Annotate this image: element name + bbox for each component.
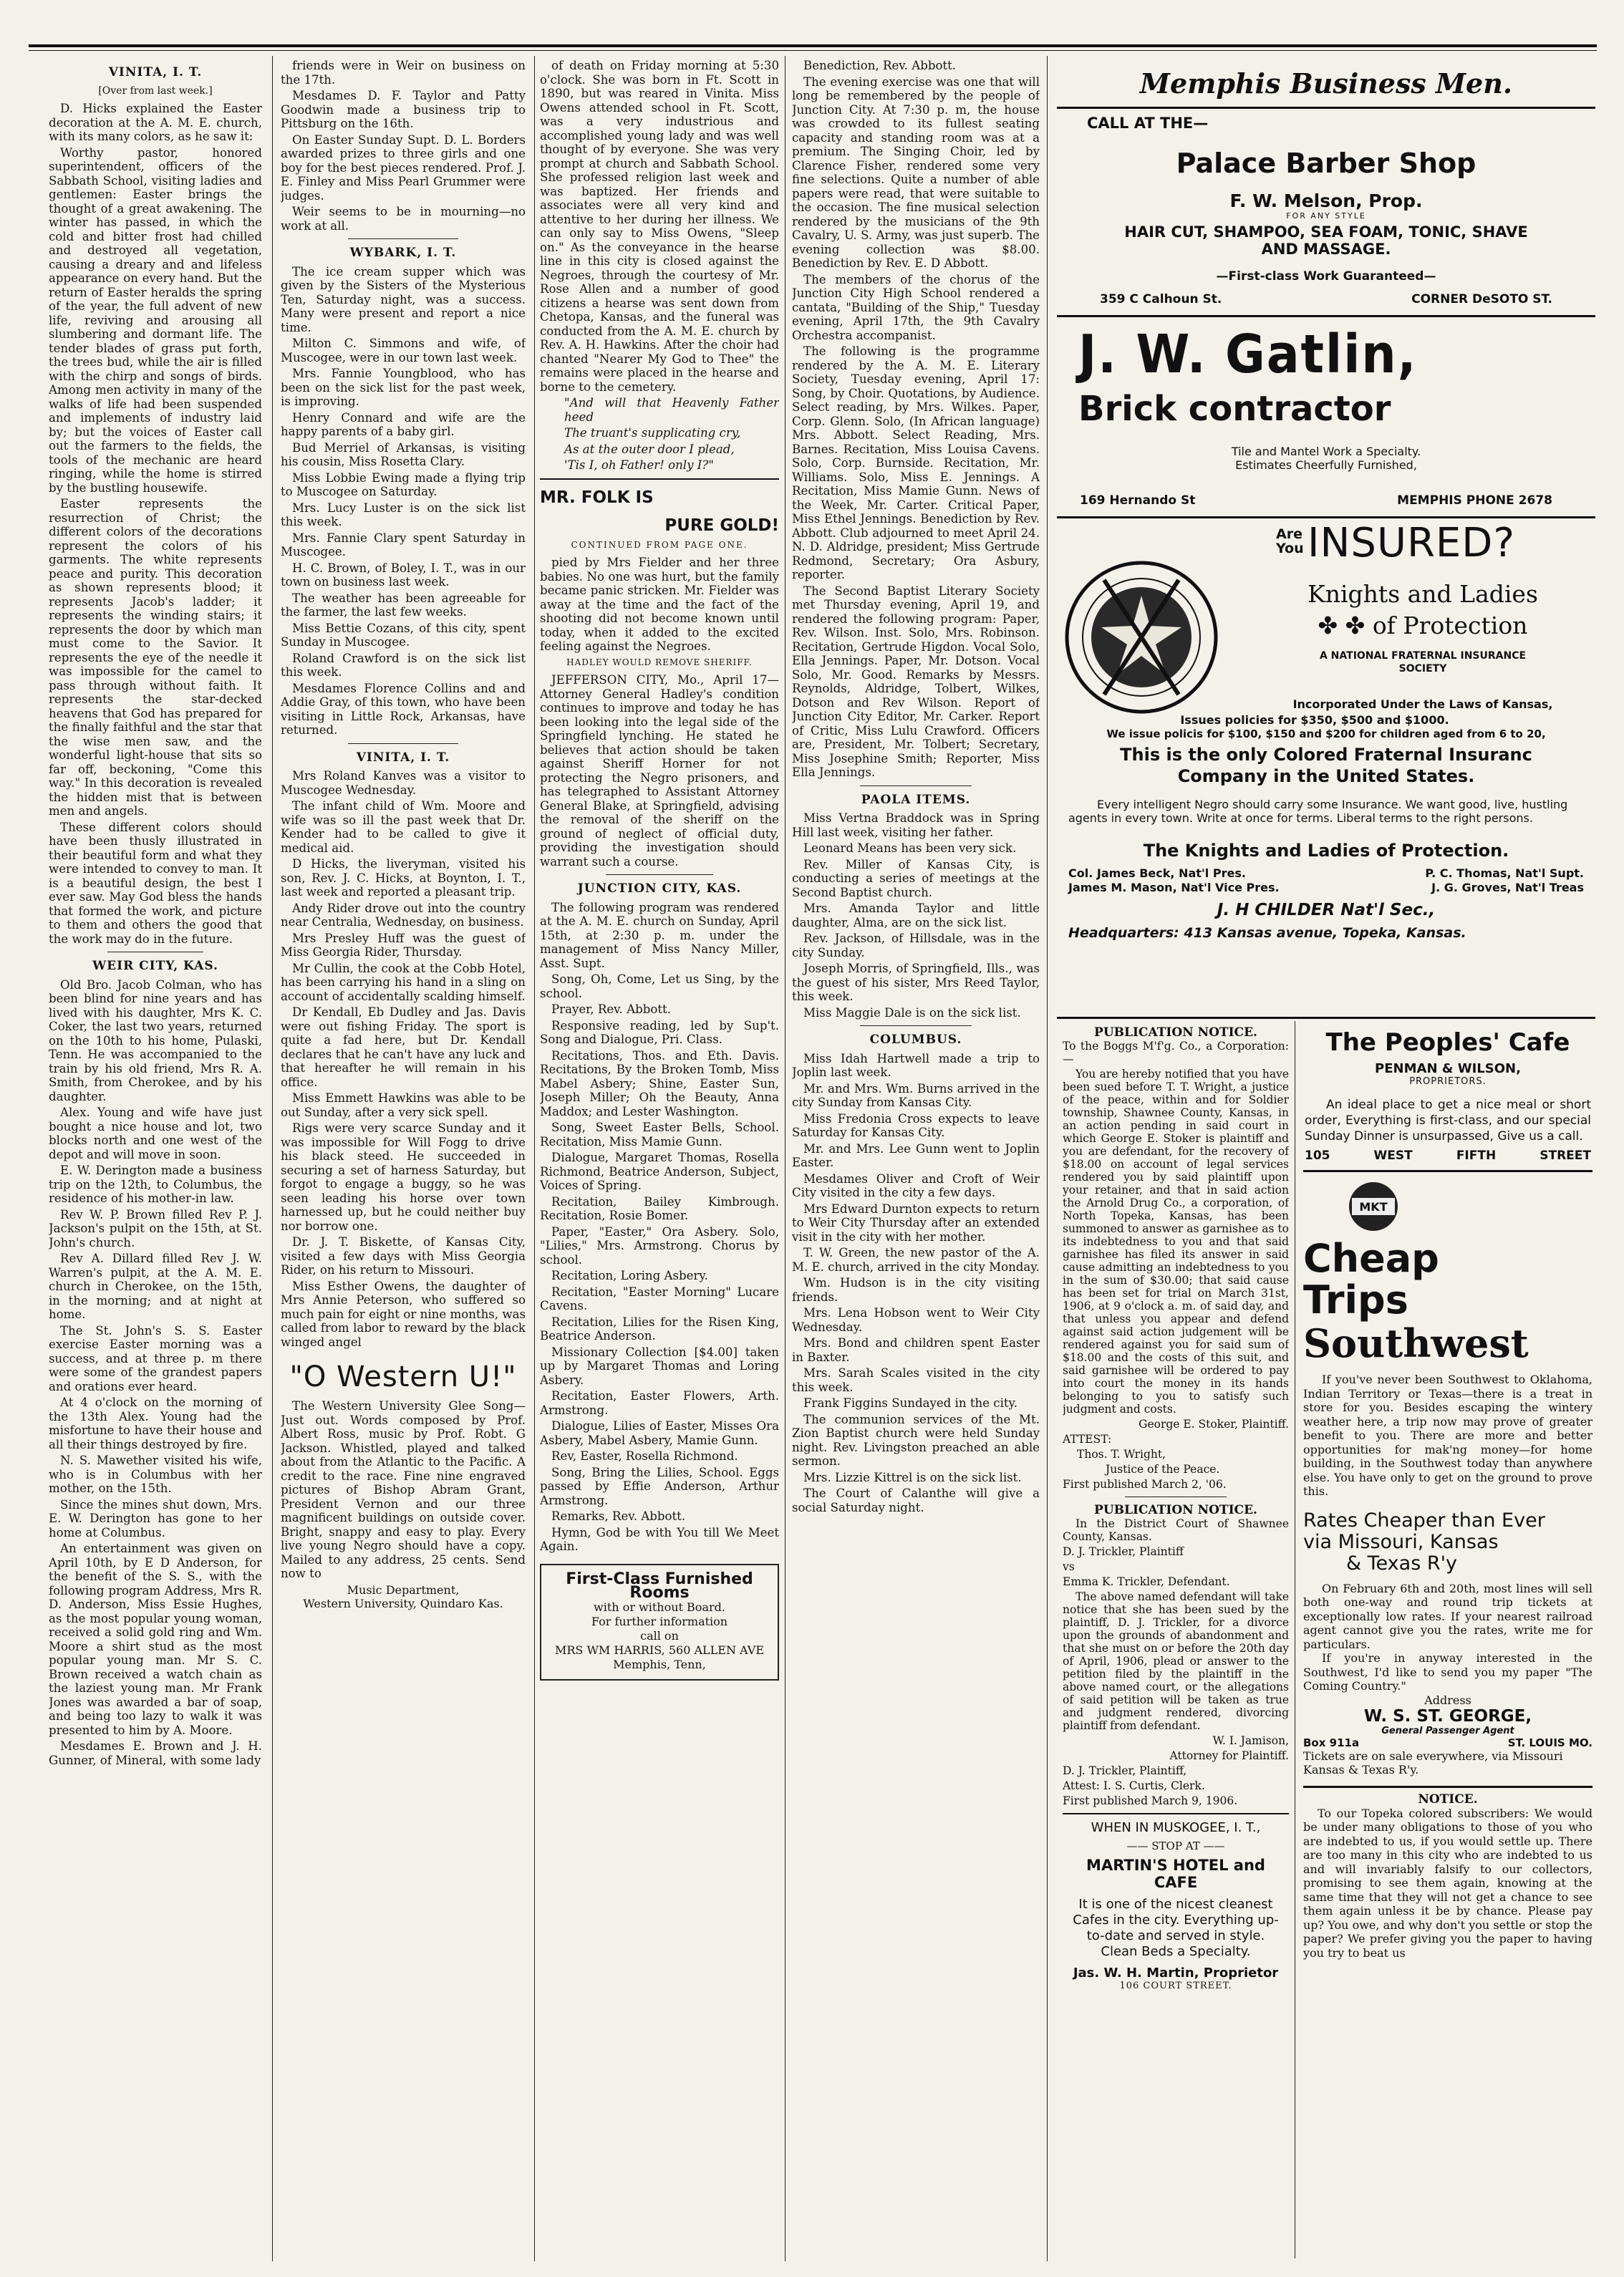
barber-services-2: AND MASSAGE. <box>1261 241 1391 258</box>
insurance-protection <box>1255 611 1591 639</box>
paragraph: The ice cream supper which was given by the Sisters of the Mysterious Ten, Saturday night, was a success. Many were present and report a nice time. <box>281 264 526 334</box>
paragraph: The St. John's S. S. Easter exercise Easter morning was a success, and at three p. m there were some of the grandest papers and orations ever heard. <box>49 1323 262 1393</box>
notice-heading: NOTICE. <box>1418 1792 1478 1807</box>
mkt-logo-text: MKT <box>1359 1200 1388 1214</box>
insurance-are: Are <box>1276 526 1302 542</box>
cafe-address <box>1305 1149 1591 1163</box>
paragraph: JEFFERSON CITY, Mo., April 17—Attorney General Hadley's condition continues to improve and today he has been looking into the legal side of the Springfield lynching. He stated he believes that action should be taken against Sheriff Horner for not protecting the Negro prisoners, and has telegraphed to Assistant Attorney General Blake, at Springfield, advising the removal of the sheriff on the ground of neglect of official duty, providing the investigation should warrant such a course. <box>540 673 779 869</box>
insurance-kl: The Knights and Ladies of Protection. <box>1143 841 1509 861</box>
pub2-vs: vs <box>1063 1560 1075 1573</box>
officer: James M. Mason, Nat'l Vice Pres. <box>1068 881 1280 894</box>
rooms-ad-title: First-Class Furnished Rooms <box>566 1570 753 1602</box>
western-u-sig-2: Western University, Quindaro Kas. <box>303 1597 503 1610</box>
wybark-story <box>281 265 526 738</box>
gatlin-address: 169 Hernando St <box>1080 493 1196 508</box>
paragraph: Recitation, Loring Asbery. <box>551 1269 708 1282</box>
paragraph: Recitation, Easter Flowers, Arth. Armstrong. <box>540 1389 779 1417</box>
divider <box>348 743 458 744</box>
paragraph: Joseph Morris, of Springfield, Ills., was the guest of his sister, Mrs Reed Taylor, this week. <box>792 962 1040 1003</box>
column-2 <box>281 59 526 2257</box>
paragraph: Rev, Easter, Rosella Richmond. <box>551 1449 738 1463</box>
paragraph: The evening exercise was one that will long be remembered by the people of Junction City. At 7:30 p. m, the house was crowded to its fullest seating capacity and standing room was at a premium. The Singing Choir, led by Clarence Fisher, rendered some very fine selections. Quite a number of able papers were read, that were suitable to the occasion. The fine musical selection rendered by the musicians of the 9th Cavalry, U. S. Army, was just superb. The evening collection was $8.00. Benediction by Rev. E. D Abbott. <box>792 74 1040 270</box>
trips-3: Southwest <box>1303 1320 1529 1366</box>
paragraph: Mesdames Oliver and Croft of Weir City visited in the city a few days. <box>792 1171 1040 1199</box>
divider <box>1057 1017 1595 1019</box>
barber-prop: F. W. Melson, Prop. <box>1229 190 1423 211</box>
trips-body: If you've never been Southwest to Oklahoma, Indian Territory or Texas—there is a treat in store for you. Besides escaping the wintery weather here, a trip now may prove of greater benefit to you. There are more and better opportunities for mak'ng money—for home building, in the Southwest today than anywhere else. You have only to get on the ground to prove this. <box>1303 1373 1592 1498</box>
folk-headline-1: MR. FOLK IS <box>540 488 654 507</box>
masthead-rule-thin <box>29 50 1597 51</box>
junction-city-program <box>540 901 779 1554</box>
paragraph: The infant child of Wm. Moore and wife was so ill the past week that Dr. Kender had to be called to give it medical aid. <box>281 799 526 855</box>
paragraph: Remarks, Rev. Abbott. <box>551 1509 686 1523</box>
cafe-owners: PENMAN & WILSON, <box>1375 1061 1521 1076</box>
paragraph: Mrs. Fannie Clary spent Saturday in Muscogee. <box>281 531 526 559</box>
insurance-only-2: Company in the United States. <box>1177 766 1475 786</box>
insurance-you: You <box>1276 541 1304 556</box>
barber-corner: CORNER DeSOTO ST. <box>1411 292 1552 306</box>
gatlin-name: J. W. Gatlin, <box>1078 324 1418 385</box>
pub2-attorney-title: Attorney for Plaintiff. <box>1169 1749 1289 1762</box>
paragraph: Prayer, Rev. Abbott. <box>551 1002 671 1016</box>
trips-1: Cheap <box>1303 1236 1439 1281</box>
column-4 <box>792 59 1040 2257</box>
paragraph: Dialogue, Lilies of Easter, Misses Ora Asbery, Mabel Asbery, Mamie Gunn. <box>540 1419 779 1447</box>
western-u-headline: "O Western U!" <box>289 1360 517 1393</box>
muskogee-body: It is one of the nicest cleanest Cafes in the city. Everything up-to-date and served in style. Clean Beds a Specialty. <box>1073 1897 1279 1959</box>
pub-heading: PUBLICATION NOTICE. <box>1094 1025 1257 1040</box>
pub2-plaintiff-sig: D. J. Trickler, Plaintiff, <box>1063 1764 1187 1777</box>
rates-box-row <box>1303 1736 1592 1749</box>
muskogee-proprietor: Jas. W. H. Martin, Proprietor <box>1073 1966 1279 1981</box>
paragraph: Alex. Young and wife have just bought a nice house and lot, two blocks north and one west of the depot and will move in soon. <box>49 1106 262 1161</box>
heading-note: [Over from last week.] <box>98 84 213 97</box>
gatlin-address-row <box>1080 493 1552 508</box>
paragraph: Benediction, Rev. Abbott. <box>803 59 957 72</box>
insurance-society: SOCIETY <box>1398 663 1447 675</box>
paragraph: Old Bro. Jacob Colman, who has been blind for nine years and has lived with his daughter, Mrs K. C. Coker, the last two years, returned on the 10th to his home, Pulaski, Tenn. He was accompanied to the train by his old friend, Mrs R. A. Smith, from Cherokee, and by his daughter. <box>49 977 262 1103</box>
western-u-sig-1: Music Department, <box>347 1582 460 1597</box>
heading-paola: PAOLA ITEMS. <box>861 792 971 807</box>
paragraph: D Hicks, the liveryman, visited his son, Rev. J. C. Hicks, at Boynton, I. T., last week and reported a pleasant trip. <box>281 857 526 899</box>
insurance-children: We issue policis for $100, $150 and $200 for children aged from 6 to 20, <box>1106 727 1546 740</box>
divider <box>540 478 779 480</box>
officer: J. G. Groves, Nat'l Treas <box>1431 881 1584 894</box>
memphis-header: Memphis Business Men. <box>1139 67 1513 100</box>
fleuron-icon: ✤ ✤ <box>1318 611 1373 639</box>
divider <box>1063 1813 1289 1814</box>
column-rule <box>272 56 273 2261</box>
weir-city-story <box>49 978 262 1768</box>
paragraph: Mrs. Bond and children spent Easter in Baxter. <box>792 1336 1040 1364</box>
rates-box: Box 911a <box>1303 1736 1360 1749</box>
heading-weir-city: WEIR CITY, KAS. <box>92 959 218 973</box>
paragraph: Mr. and Mrs. Wm. Burns arrived in the city Sunday from Kansas City. <box>792 1081 1040 1109</box>
column-rule <box>785 56 786 2261</box>
divider <box>348 238 458 239</box>
ads-top <box>1057 57 1595 1017</box>
barber-style: FOR ANY STYLE <box>1286 211 1366 221</box>
continued-note: CONTINUED FROM PAGE ONE. <box>571 539 748 550</box>
gatlin-trade: Brick contractor <box>1078 389 1391 429</box>
paragraph: Miss Vertna Braddock was in Spring Hill last week, visiting her father. <box>792 811 1040 839</box>
paragraph: On Easter Sunday Supt. D. L. Borders awarded prizes to three girls and one boy for the best pieces rendered. Prof. J. E. Finley and Miss Pearl Grummer were judges. <box>281 132 526 203</box>
heading-wybark: WYBARK, I. T. <box>349 246 457 260</box>
paragraph: The Court of Calanthe will give a social Saturday night. <box>792 1486 1040 1514</box>
paragraph: Mrs. Lucy Luster is on the sick list this week. <box>281 501 526 528</box>
pub-to: To the Boggs M'f'g. Co., a Corporation:— <box>1063 1040 1289 1065</box>
paragraph: "And will that Heavenly Father heed <box>564 396 779 424</box>
paragraph: These different colors should have been thusly illustrated in their beautiful form and what they were intended to convey to man. It is a beautiful design, the best I ever saw. May God bless the hands that formed the work, and picture to them and others the good that the work may do in the future. <box>49 820 262 946</box>
cafe-address-part: STREET <box>1540 1149 1591 1163</box>
paragraph: H. C. Brown, of Boley, I. T., was in our town on business last week. <box>281 561 526 589</box>
rates-title: General Passenger Agent <box>1381 1725 1514 1736</box>
paragraph: Dialogue, Margaret Thomas, Rosella Richmond, Beatrice Anderson, Subject, Voices of Spring. <box>540 1151 779 1192</box>
paragraph: Wm. Hudson is in the city visiting friends. <box>792 1276 1040 1304</box>
paragraph: Mrs Edward Durnton expects to return to Weir City Thursday after an extended visit in the city with her mother. <box>792 1202 1040 1244</box>
muskogee-address: 106 COURT STREET. <box>1119 1981 1232 1991</box>
pub-body: You are hereby notified that you have been sued before T. T. Wright, a justice of the peace, within and for Soldier township, Shawnee County, Kansas, in an action pending in said court in which George E. Stoker is plaintiff and you are defendant, for the recovery of $18.00 on account of legal services rendered you by said plaintiff upon your retainer, and that in said action the Arnold Drug Co., a corporation, of North Topeka, Kansas, has been summoned to answer as garnishee as to its indebtedness to you and that said garnishee has filed its answer in said cause admitting an indebtedness to you in the sum of $30.00; that said cause has been set for trial on March 31st, 1906, at 9 o'clock a. m. of said day, and that unless you appear and defend against said action judgement will be rendered against you for said sum of $18.00 and the costs of this suit, and said garnishee will be ordered to pay into court the money in its hands belonging to you to satisfy such judgment and costs. <box>1063 1068 1289 1416</box>
pub2-attorney: W. I. Jamison, <box>1212 1734 1289 1747</box>
paragraph: Recitation, Lilies for the Risen King, Beatrice Anderson. <box>540 1315 779 1343</box>
junction-city-continued <box>792 59 1040 780</box>
western-u-ad <box>281 1399 526 1581</box>
insurance-paragraph: Every intelligent Negro should carry some Insurance. We want good, live, hustling agents in every town. Write at once for terms. Liberal terms to the right persons. <box>1068 798 1568 825</box>
owens-obituary <box>540 59 779 394</box>
paragraph: The weather has been agreeable for the farmer, the last few weeks. <box>281 591 526 619</box>
pub2-heading: PUBLICATION NOTICE. <box>1094 1503 1257 1517</box>
rates-2: via Missouri, Kansas <box>1303 1530 1499 1553</box>
poem <box>540 396 779 473</box>
rooms-ad-line: For further information <box>591 1614 728 1628</box>
paragraph: Rev. Miller of Kansas City, is conducting a series of meetings at the Second Baptist church. <box>792 857 1040 899</box>
divider <box>1303 1786 1592 1788</box>
paragraph: An entertainment was given on April 10th, by E D Anderson, for the benefit of the S. S., with the following program Address, Mrs R. D. Anderson, Miss Essie Hughes, as the most popular young woman, received a solid gold ring and Wm. Moore a shirt stud as the most popular young man. Mr S. C. Brown received a watch chain as the laziest young man. Mr Frank Jones was awarded a bar of soap, and being too lazy to walk it was presented to him by A. Moore. <box>49 1542 262 1737</box>
muskogee-stop: —— STOP AT —— <box>1126 1840 1225 1852</box>
paragraph: The Western University Glee Song—Just out. Words composed by Prof. Albert Ross, music by Prof. Robt. G Jackson. Whistled, played and talked about from the Atlantic to the Pacific. A credit to the race. Fine nine engraved pictures of Bishop Abram Grant, President Vernon and our three magnificent buildings on outside cover. Bright, snappy and easy to play. Every live young Negro should have a copy. Mailed to any address, 25 cents. Send now to <box>281 1399 526 1580</box>
muskogee-hotel: MARTIN'S HOTEL and CAFE <box>1086 1857 1265 1891</box>
paragraph: Worthy pastor, honored superintendent, officers of the Sabbath School, visiting ladies and gentlemen: Easter brings the thought of a great awakening. The winter has passed, in which the cold and bitter frost had chilled and destroyed all vegetation, causing a dreary and and lifeless appearance on every hand. But the return of Easter heralds the spring of the year, the full advent of new life, reviving and arousing all slumbering and dormant life. The tender blades of grass put forth, the trees bud, while the air is filled with the chirp and songs of birds. Among men activity in many of the walks of life had been suspended and implements of industry laid by; but the voices of Easter call out the farmers to the fields, the tools of the mechanic are heard ringing, while the home is stirred by the bustling housewife. <box>49 145 262 495</box>
rooms-ad-line: with or without Board. <box>594 1600 725 1614</box>
folk-headline-2: PURE GOLD! <box>664 516 779 535</box>
paragraph: Mrs. Fannie Youngblood, who has been on the sick list for the past week, is improving. <box>281 367 526 408</box>
divider <box>860 785 972 786</box>
paragraph: 'Tis I, oh Father! only I?" <box>564 458 714 472</box>
hadley-story <box>540 673 779 869</box>
paragraph: pied by Mrs Fielder and her three babies. No one was hurt, but the family became panic stricken. Mr. Fielder was away at the time and the fact of the shooting did not become known until today, when it added to the excited feeling against the Negroes. <box>540 556 779 653</box>
divider <box>606 874 713 875</box>
rates-3: & Texas R'y <box>1346 1552 1458 1575</box>
divider <box>1057 516 1595 518</box>
paragraph: Since the mines shut down, Mrs. E. W. Derington has gone to her home at Columbus. <box>49 1497 262 1539</box>
column-3 <box>540 59 779 2257</box>
paragraph: Recitation, Bailey Kimbrough. Recitation, Rosie Bomer. <box>540 1194 779 1222</box>
barber-call: CALL AT THE— <box>1087 115 1209 132</box>
insurance-national: A NATIONAL FRATERNAL INSURANCE <box>1319 650 1527 662</box>
divider <box>1057 107 1595 109</box>
paragraph: Frank Figgins Sundayed in the city. <box>803 1396 1018 1410</box>
column-1 <box>49 59 262 2257</box>
paragraph: Miss Bettie Cozans, of this city, spent Sunday in Muscogee. <box>281 621 526 649</box>
insurance-officers-1 <box>1068 866 1584 880</box>
gatlin-line-2: Estimates Cheerfully Furnished, <box>1235 458 1417 472</box>
gatlin-line-1: Tile and Mantel Work a Specialty. <box>1231 445 1421 458</box>
rates-name: W. S. ST. GEORGE, <box>1363 1706 1532 1726</box>
barber-guarantee: —First-class Work Guaranteed— <box>1216 269 1436 284</box>
paragraph: of death on Friday morning at 5:30 o'clock. She was born in Ft. Scott in 1890, but was reared in Vinita. Miss Owens attended school in Ft. Scott, was a very industrious and accomplished young lady and was well thought of by everyone. She was very prompt at church and Sabbath School. She professed religion last week and was baptized. Her friends and associates were all very kind and attentive to her during her illness. We can only say to Miss Owens, "Sleep on." As the conveyance in the hearse line in this city is closed against the Negroes, through the courtesy of Mr. Rose Allen and a number of good citizens a hearse was sent down from Chetopa, Kansas, and the funeral was conducted from the A. M. E. church by Rev. A. H. Hawkins. After the choir had chanted "Nearer My God to Thee" the remains were placed in the hearse and borne to the cemetery. <box>540 59 779 394</box>
paragraph: Dr. J. T. Biskette, of Kansas City, visited a few days with Miss Georgia Rider, on his return to Missouri. <box>281 1235 526 1277</box>
pub-justice-title: Justice of the Peace. <box>1106 1463 1220 1476</box>
cafe-address-part: 105 <box>1305 1149 1330 1163</box>
paragraph: friends were in Weir on business on the 17th. <box>281 59 526 87</box>
paragraph: Rev A. Dillard filled Rev J. W. Warren's pulpit, at the A. M. E. church in Cherokee, on the 15th, in the morning; and at night at home. <box>49 1252 262 1321</box>
barber-address: 359 C Calhoun St. <box>1100 292 1222 306</box>
paragraph: Miss Lobbie Ewing made a flying trip to Muscogee on Saturday. <box>281 470 526 498</box>
weir-city-continued <box>281 59 526 233</box>
insurance-knights: Knights and Ladies <box>1308 580 1538 608</box>
masthead-rule <box>29 44 1597 47</box>
insurance-policies: Issues policies for $350, $500 and $1000. <box>1180 713 1449 727</box>
paragraph: Dr Kendall, Eb Dudley and Jas. Davis were out fishing Friday. The sport is quite a fad here, but Dr. Kendall declares that he can't have any luck and that hereafter he will remain in his office. <box>281 1005 526 1089</box>
column-rule <box>534 56 535 2261</box>
notices-column <box>1063 1025 1289 2257</box>
paragraph: The Second Baptist Literary Society met Thursday evening, April 19, and rendered the following program: Paper, Rev. Wilson. Inst. Solo, Mrs. Robinson. Recitation, Gertrude Higdon. Vocal Solo, Ella Jennings. Paper, Mr. Dotson. Vocal Solo, Mr. Good. Remarks by Messrs. Reynolds, Aldridge, Tolbert, Wilkes, Dotson and Rev Wilson. Report of Junction City Editor, Mr. Carker. Report of Critic, Miss Lulu Crawford. Officers are, President, Mr. Tolbert; Secretary, Miss Josephine Smith; Reporter, Miss Ella Jennings. <box>792 584 1040 779</box>
vinita-story <box>49 102 262 946</box>
divider <box>1057 315 1595 317</box>
paragraph: N. S. Mawether visited his wife, who is in Columbus with her mother, on the 15th. <box>49 1454 262 1495</box>
paragraph: Mesdames Florence Collins and and Addie Gray, of this town, who have been visiting in Little Rock, Arkansas, have returned. <box>281 681 526 737</box>
insurance-only-1: This is the only Colored Fraternal Insuranc <box>1120 745 1532 765</box>
rates-city: ST. LOUIS MO. <box>1507 1736 1592 1749</box>
paragraph: Mrs. Lena Hobson went to Weir City Wednesday. <box>792 1306 1040 1334</box>
paragraph: Miss Esther Owens, the daughter of Mrs Annie Peterson, who suffered so much pain for eight or nine months, was called from labor to reward by the black winged angel <box>281 1279 526 1349</box>
rates-body-2: If you're in anyway interested in the Southwest, I'd like to send you my paper "The Coming Country." <box>1303 1651 1592 1693</box>
barber-address-row <box>1100 292 1552 306</box>
paragraph: Song, Bring the Lilies, School. Eggs passed by Effie Anderson, Arthur Armstrong. <box>540 1465 779 1507</box>
paragraph: Recitations, Thos. and Eth. Davis. Recitations, By the Broken Tomb, Miss Mabel Asbery; Shine, Easter Sun, Joseph Miller; Oh the Beauty, Anna Maddox; and Lester Washington. <box>540 1048 779 1118</box>
officer: Col. James Beck, Nat'l Pres. <box>1068 866 1246 880</box>
right-ads-column <box>1303 1025 1592 2257</box>
pub2-defendant: Emma K. Trickler, Defendant. <box>1063 1575 1230 1588</box>
paragraph: Milton C. Simmons and wife, of Muscogee, were in our town last week. <box>281 337 526 364</box>
paragraph: Responsive reading, led by Sup't. Song and Dialogue, Pri. Class. <box>540 1018 779 1046</box>
muskogee-heading: WHEN IN MUSKOGEE, I. T., <box>1091 1820 1261 1835</box>
paragraph: The members of the chorus of the Junction City High School rendered a cantata, "Building of the Ship," Tuesday evening, April 17th, the 9th Cavalry Orchestra accompanist. <box>792 272 1040 342</box>
rooms-ad-address: MRS WM HARRIS, 560 ALLEN AVE <box>554 1643 765 1657</box>
paragraph: At 4 o'clock on the morning of the 13th Alex. Young had the misfortune to have their house and all their things destroyed by fire. <box>49 1396 262 1451</box>
officer: P. C. Thomas, Nat'l Supt. <box>1425 866 1584 880</box>
paragraph: Rigs were very scarce Sunday and it was impossible for Will Fogg to drive his black steed. He succeeded in securing a set of harness Saturday, but forgot to engage a buggy, so he was seen leading his horse over town harnessed up, but he could neither buy nor borrow one. <box>281 1121 526 1233</box>
insurance-headline: INSURED? <box>1308 520 1516 566</box>
pub2-body: The above named defendant will take notice that she has been sued by the plaintiff, D. J. Trickler, for a divorce upon the grounds of abandonment and that she must on or before the 20th day of April, 1906, plead or answer to the petition filed by the plaintiff in the above named court, or the allegations of said petition will be taken as true and judgment rendered, divorcing plaintiff from defendant. <box>1063 1590 1289 1732</box>
paragraph: The truant's supplicating cry, <box>564 426 741 440</box>
insurance-officers-2 <box>1068 881 1584 894</box>
paragraph: Mr. and Mrs. Lee Gunn went to Joplin Easter. <box>792 1141 1040 1169</box>
paragraph: Rev. Jackson, of Hillsdale, was in the city Sunday. <box>792 932 1040 959</box>
trips-2: Trips <box>1303 1277 1408 1323</box>
paragraph: Mr Cullin, the cook at the Cobb Hotel, has been carrying his hand in a sling on account of accidentally scalding himself. <box>281 961 526 1003</box>
paragraph: Mesdames E. Brown and J. H. Gunner, of Mineral, with some lady <box>49 1739 262 1767</box>
pub-attest: ATTEST: <box>1063 1433 1112 1446</box>
paragraph: Mrs Presley Huff was the guest of Miss Georgia Rider, Thursday. <box>281 931 526 959</box>
paragraph: Missionary Collection [$4.00] taken up by Margaret Thomas and Loring Asbery. <box>540 1345 779 1387</box>
paragraph: E. W. Derington made a business trip on the 12th, to Columbus, the residence of his mother-in law. <box>49 1164 262 1205</box>
cafe-address-part: WEST <box>1373 1149 1413 1163</box>
paragraph: The communion services of the Mt. Zion Baptist church were held Sunday night. Rev. Livingston preached an able sermon. <box>792 1412 1040 1468</box>
paragraph: Paper, "Easter," Ora Asbery. Solo, "Lilies," Mrs. Armstrong. Chorus by school. <box>540 1224 779 1267</box>
paragraph: Roland Crawford is on the sick list this week. <box>281 651 526 679</box>
paola-items <box>792 811 1040 1020</box>
paragraph: Weir seems to be in mourning—no work at all. <box>281 205 526 233</box>
insurance-protection-text: of Protection <box>1372 611 1528 639</box>
paragraph: Leonard Means has been very sick. <box>803 841 1017 855</box>
pub-first: First published March 2, '06. <box>1063 1478 1227 1491</box>
rates-sale: Tickets are on sale everywhere, via Missouri Kansas & Texas R'y. <box>1303 1749 1563 1776</box>
notice-body: To our Topeka colored subscribers: We would be under many obligations to those of you who are indebted to us, if you would settle up. There are too many in this city who are indebted to us and will invariably falsify to our collectors, promising to see them again, knowing at the same time that they will not get a chance to see them again unless it be by chance. Please pay up? You owe, and why don't you settle or stop the paper? We prefer giving you the paper to having you try to beat us <box>1303 1806 1592 1960</box>
paragraph: Rev W. P. Brown filled Rev P. J. Jackson's pulpit on the 15th, at St. John's church. <box>49 1207 262 1249</box>
cafe-address-part: FIFTH <box>1456 1149 1497 1163</box>
column-rule <box>1047 56 1048 2261</box>
pub-signature: George E. Stoker, Plaintiff. <box>1139 1418 1289 1431</box>
heading-junction-city: JUNCTION CITY, KAS. <box>577 881 742 896</box>
paragraph: Song, Oh, Come, Let us Sing, by the school. <box>540 972 779 1000</box>
divider <box>860 1025 972 1026</box>
paragraph: The following program was rendered at the A. M. E. church on Sunday, April 15th, at 2:30 p. m. under the management of Miss Nancy Miller, Asst. Supt. <box>540 900 779 970</box>
paragraph: Mrs. Sarah Scales visited in the city this week. <box>792 1366 1040 1394</box>
heading-vinita-2: VINITA, I. T. <box>356 750 450 765</box>
folk-story <box>540 556 779 654</box>
paragraph: The following is the programme rendered by the A. M. E. Literary Society, Tuesday evening, April 17: Song, by Choir. Quotations, by Audience. Select reading, by Mrs. Wilkes. Paper, Corp. Glenn. Solo, (In African language) Mrs. Abbott. Select Reading, Mrs. Barnes. Recitation, Miss Louisa Cavens. Solo, Corp. Burnside. Recitation, Mr. Williams. Solo, Miss E. Jennings. A Recitation, Miss Mamie Gunn. News of the Week, Mr. Carter. Critical Paper, Miss Ethel Jennings. Benediction by Rev. Abbott. Club adjourned to meet April 24. N. D. Aldridge, president; Miss Gertrude Redmond, Secretary; Ora Asbury, reporter. <box>792 344 1040 581</box>
paragraph: Bud Merriel of Arkansas, is visiting his cousin, Miss Rosetta Clary. <box>281 440 526 468</box>
paragraph: T. W. Green, the new pastor of the A. M. E. church, arrived in the city Monday. <box>792 1246 1040 1274</box>
paragraph: Hymn, God be with You till We Meet Again. <box>540 1525 779 1553</box>
columbus-items <box>792 1052 1040 1515</box>
pub2-plaintiff: D. J. Trickler, Plaintiff <box>1063 1545 1184 1558</box>
barber-name: Palace Barber Shop <box>1176 148 1476 179</box>
insurance-ad <box>1057 520 1595 974</box>
insurance-secretary: J. H CHILDER Nat'l Sec., <box>1217 901 1436 919</box>
paragraph: Miss Maggie Dale is on the sick list. <box>803 1005 1021 1020</box>
paragraph: Mrs Roland Kanves was a visitor to Muscogee Wednesday. <box>281 769 526 797</box>
rooms-ad-line: call on <box>640 1628 679 1643</box>
mkt-logo-icon <box>1348 1181 1399 1232</box>
heading-columbus: COLUMBUS. <box>869 1033 962 1047</box>
barber-services: HAIR CUT, SHAMPOO, SEA FOAM, TONIC, SHAVE <box>1124 223 1528 241</box>
vinita-story-2 <box>281 769 526 1349</box>
rates-1: Rates Cheaper than Ever <box>1303 1509 1545 1532</box>
cafe-proprietors: PROPRIETORS. <box>1409 1076 1487 1087</box>
rooms-ad <box>540 1564 779 1681</box>
paragraph: Andy Rider drove out into the country near Centralia, Wednesday, on business. <box>281 901 526 929</box>
rates-address-label: Address <box>1424 1693 1471 1707</box>
rates-body: On February 6th and 20th, most lines will sell both one-way and round trip tickets at exceptionally low rates. If your nearest railroad agent cannot give you the rates, write me for particulars. <box>1303 1581 1592 1651</box>
divider <box>1303 1170 1592 1172</box>
paragraph: Miss Fredonia Cross expects to leave Saturday for Kansas City. <box>792 1111 1040 1139</box>
mkt-emblem-icon <box>1348 1181 1399 1232</box>
paragraph: Song, Sweet Easter Bells, School. Recitation, Miss Mamie Gunn. <box>540 1121 779 1149</box>
paragraph: Miss Idah Hartwell made a trip to Joplin last week. <box>792 1051 1040 1079</box>
heading-vinita: VINITA, I. T. <box>108 65 203 79</box>
gatlin-phone: MEMPHIS PHONE 2678 <box>1397 493 1552 508</box>
paragraph: Henry Connard and wife are the happy parents of a baby girl. <box>281 410 526 438</box>
pub2-court: In the District Court of Shawnee County, Kansas. <box>1063 1517 1289 1543</box>
paragraph: Easter represents the resurrection of Christ; the different colors of the decorations represent the colors of his garments. The white represents peace and purity. This decoration as shown represents blood; it represents Jacob's ladder; it represents the winding stairs; it represents the door by which man must come to the Savior. It represents the eye of the needle it was impossible for the camel to pass through without faith. It represents the star-decked heavens that God has prepared for the finally faithful and the star that the wise men saw, and the wonderful light-house that sits so far off, beckoning, "Come this way." In this decoration is revealed the hidden mist that is between men and angels. <box>49 497 262 818</box>
pub-justice: Thos. T. Wright, <box>1077 1448 1166 1461</box>
pub2-first: First published March 9, 1906. <box>1063 1794 1238 1807</box>
paragraph: D. Hicks explained the Easter decoration at the A. M. E. church, with its many colors, as he saw it: <box>49 102 262 143</box>
hadley-subhead: HADLEY WOULD REMOVE SHERIFF. <box>566 657 753 667</box>
paragraph: Mrs. Amanda Taylor and little daughter, Alma, are on the sick list. <box>792 901 1040 929</box>
insurance-incorporated: Incorporated Under the Laws of Kansas, <box>1292 697 1553 711</box>
paragraph: Mesdames D. F. Taylor and Patty Goodwin made a business trip to Pittsburg on the 16th. <box>281 89 526 130</box>
cafe-body: An ideal place to get a nice meal or short order, Everything is first-class, and our special Sunday Dinner is unsurpassed, Give us a call. <box>1305 1098 1591 1144</box>
paragraph: As at the outer door I plead, <box>564 442 735 456</box>
knights-emblem-icon <box>1061 551 1222 723</box>
pub2-attest: Attest: I. S. Curtis, Clerk. <box>1063 1779 1205 1792</box>
rooms-ad-city: Memphis, Tenn, <box>613 1657 706 1671</box>
paragraph: Recitation, "Easter Morning" Lucare Cavens. <box>540 1285 779 1312</box>
paragraph: Miss Emmett Hawkins was able to be out Sunday, after a very sick spell. <box>281 1091 526 1119</box>
cafe-heading: The Peoples' Cafe <box>1325 1028 1570 1057</box>
insurance-hq: Headquarters: 413 Kansas avenue, Topeka, Kansas. <box>1068 925 1466 941</box>
paragraph: Mrs. Lizzie Kittrel is on the sick list. <box>803 1470 1022 1484</box>
